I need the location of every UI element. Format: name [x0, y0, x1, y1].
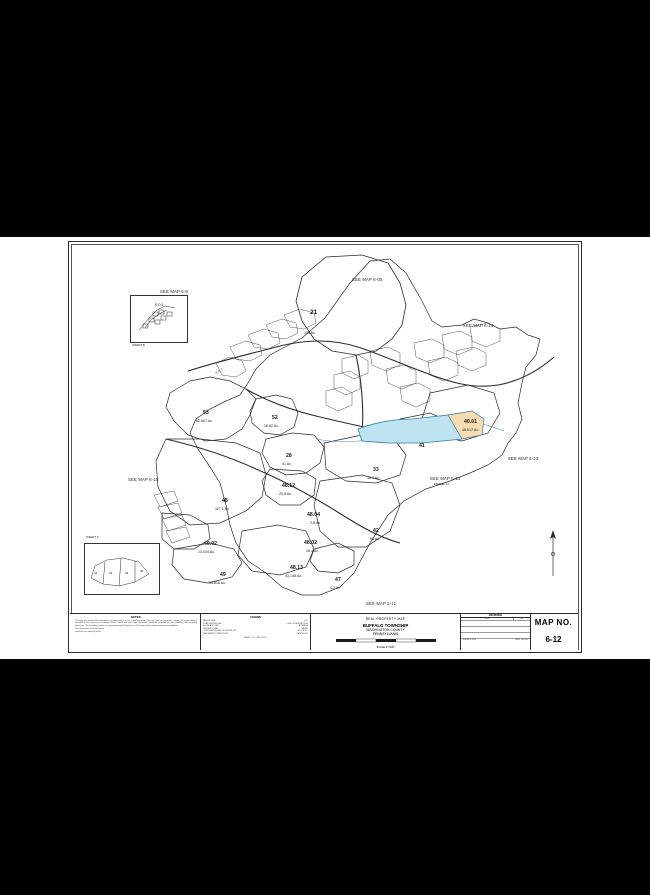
parcel-acres: 16.82 Ac. [264, 424, 279, 428]
parcel-acres: 16.4 Ac. [306, 549, 319, 553]
survey-footer: SURVEY: 2019 [463, 639, 476, 641]
see-map-ref: SEE MAP 6-13 [430, 476, 461, 481]
insert-b-linework [131, 296, 187, 342]
legend-right: PARCEL NO. [296, 632, 308, 635]
revisions-col-date: DATE [484, 618, 490, 620]
parcel-id: 49 [220, 572, 226, 578]
highlight-shape [358, 411, 484, 443]
map-number-cell [530, 614, 576, 650]
legend-right: LOT [304, 620, 308, 622]
annotation-parcel-13: PARCEL 13 [434, 482, 449, 486]
see-map-ref: SEE MAP 6-14 [463, 323, 494, 328]
parcel-id: 48.13 [290, 565, 303, 571]
legend-rows [201, 619, 310, 640]
parcel-id: 48 [222, 498, 228, 504]
notice-heading: NOTICE [131, 616, 141, 619]
legend-left: MAP SERIES CONNECTION [203, 632, 228, 635]
county-title: WASHINGTON COUNTY [366, 627, 405, 632]
parcel-id: 49.02 [204, 541, 217, 547]
parcel-acres: 2.8 Ac. [310, 521, 321, 525]
parcel-acres: 14.034 Ac. [198, 550, 215, 554]
parcel-id: 48.04 [307, 512, 320, 518]
map-scale: SCALE 1"=400' [376, 645, 395, 649]
annotation-rd1: R.D. 1 [214, 367, 224, 375]
parcel-acres: 41 Ac. [282, 462, 292, 466]
revisions-heading: REVISIONS [461, 614, 530, 618]
svg-text:R.D.1: R.D.1 [155, 303, 164, 307]
see-map-ref: SEE MAP 6-05 [352, 277, 383, 282]
insert-a-linework [85, 544, 159, 594]
legend-left: PARCEL LINE [203, 620, 216, 622]
legend-cell [200, 614, 310, 650]
svg-text:46: 46 [140, 569, 144, 573]
revisions-col-by: BY [513, 618, 530, 620]
legend-right: ACREAGE [298, 625, 308, 628]
svg-text:44: 44 [109, 571, 113, 575]
parcel-id: 28 [286, 453, 292, 459]
scale-bar [326, 637, 446, 645]
legend-left: PROPERTY LINE [203, 627, 219, 630]
notice-body: This map was prepared for assessment purposes only. It is not a legal document. The map does not represent a survey. No responsibility is assumed by the county for inaccuracies herein. Deeds and other legal documents should be consulted for exact boundary and ownership information. The boundaries shown are approximate only. Reproduction of this map without written permission is prohibited. [75, 620, 197, 627]
legend-heading: LEGEND [250, 616, 261, 619]
see-map-ref: SEE MAP 6-9 [160, 289, 188, 294]
notice-cell [72, 614, 200, 650]
legend-right: WATER [301, 627, 308, 630]
map-no-value: 6-12 [545, 635, 562, 644]
revisions-grid [461, 618, 530, 641]
parcel-acres: 134 Ac. [304, 331, 316, 335]
see-map-ref: SEE MAP 6-11 [366, 601, 397, 606]
parcel-id: 48.02 [304, 540, 317, 546]
parcel-acres: 36.4 Ac. [367, 476, 380, 480]
parcel-id: 41 [419, 443, 425, 449]
legend-left: BOUNDARY LINE [203, 625, 219, 628]
parcel-acres: 35.816 Ac. [209, 581, 226, 585]
parcel-acres: 48.017 Ac. [462, 428, 479, 432]
insert-a-box [84, 543, 160, 595]
legend-left: ROAD CENTER LINE [203, 622, 222, 625]
parcel-id: 48.12 [282, 483, 295, 489]
title-block [70, 613, 578, 650]
parcel-id: 53 [203, 410, 209, 416]
legend-left: CORPORATE/ROAD CROSS REF. NO. [203, 630, 237, 633]
parcel-id: 21 [310, 309, 318, 316]
parcel-acres: 96 Ac. [370, 537, 380, 541]
map-type-title: REAL PROPERTY MAP [365, 617, 406, 621]
svg-text:43: 43 [94, 571, 98, 575]
see-map-ref: SEE MAP 6-13 [508, 456, 539, 461]
parcel-acres: 20.8 Ac. [279, 492, 292, 496]
parcel-acres: 117.1 Ac. [215, 507, 230, 511]
north-arrow [546, 530, 560, 578]
insert-b-label: INSERT B [132, 343, 145, 347]
parcel-id: 40.01 [464, 419, 477, 425]
township-title: BUFFALO TOWNSHIP [362, 622, 409, 628]
parcel-acres: 43.148 Ac. [285, 574, 302, 578]
parcel-id: 33 [373, 467, 379, 473]
insert-b-box [130, 295, 188, 343]
state-title: PENNSYLVANIA [372, 631, 399, 636]
notice-footer-1: The information herein shall not be [75, 627, 105, 630]
notice-footer-2: construed as a warranty of title. [75, 631, 102, 634]
parcel-id: 42 [373, 528, 379, 534]
parcel-id: 52 [272, 415, 278, 421]
svg-text:45: 45 [125, 571, 129, 575]
legend-right: BLOCK NO. [297, 630, 308, 633]
parcel-acres: 62.067 Ac. [196, 419, 213, 423]
main-title-cell [310, 614, 460, 650]
revisions-cell [460, 614, 530, 650]
parcel-id: 47 [335, 577, 341, 583]
see-map-ref: SEE MAP 6-15 [128, 477, 159, 482]
legend-right: LINE OF DESCRIPTION [287, 622, 308, 625]
pats-footer: PATS: 2019-03 [515, 639, 528, 641]
map-no-label: MAP NO. [534, 618, 573, 627]
legend-sheet-row: SHEET 1 OF 1 SECTION 7 [243, 636, 268, 639]
insert-a-label: INSERT A [86, 535, 99, 539]
map-canvas [70, 243, 578, 613]
parcel-acres: 4.3 Ac. [330, 586, 341, 590]
